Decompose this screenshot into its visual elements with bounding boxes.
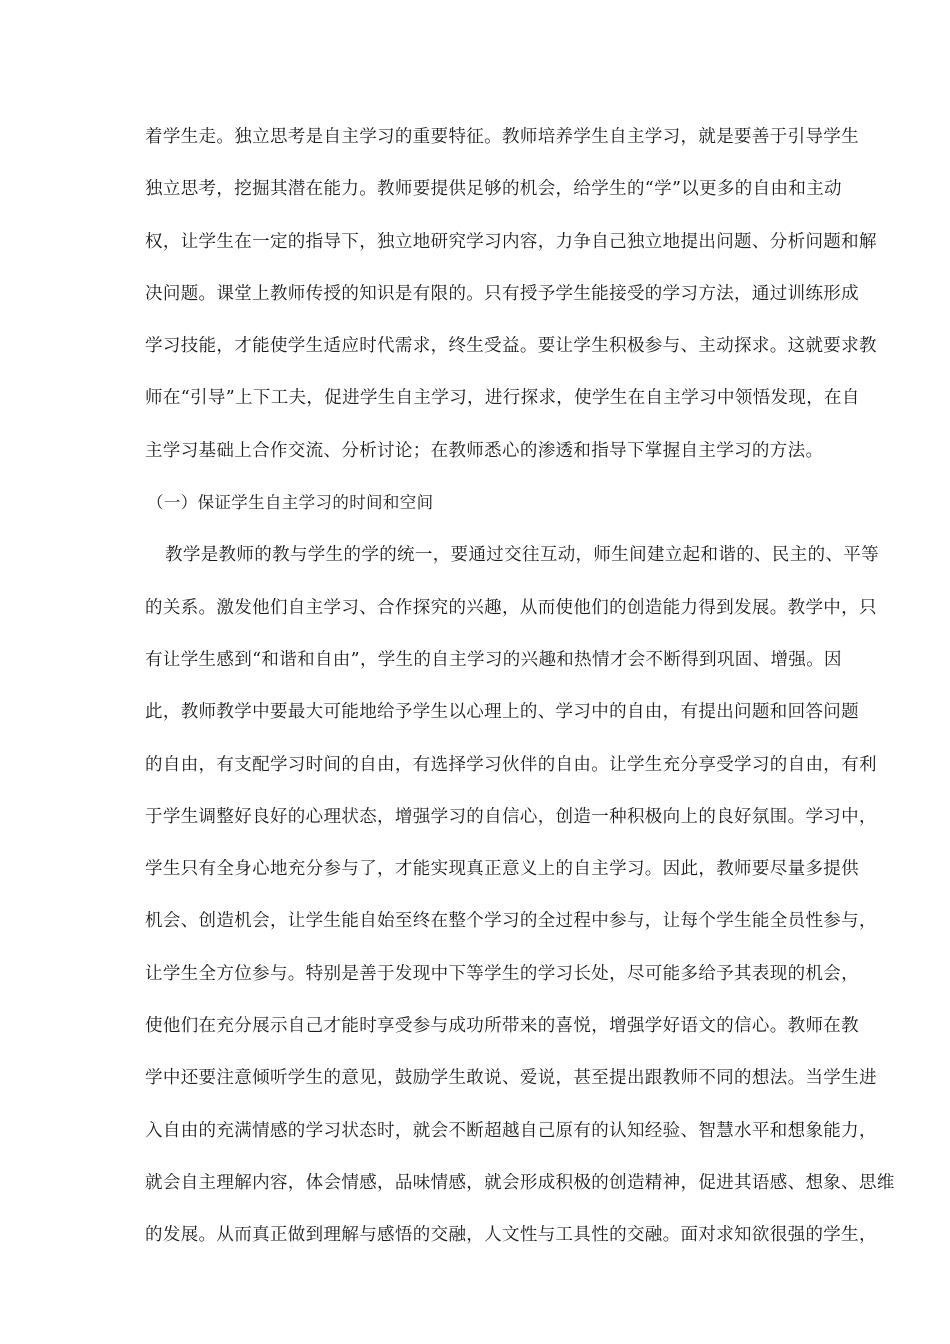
- text-line: 主学习基础上合作交流、分析讨论；在教师悉心的渗透和指导下掌握自主学习的方法。: [145, 440, 824, 461]
- text-line: 着学生走。独立思考是自主学习的重要特征。教师培养学生自主学习，就是要善于引导学生: [145, 127, 859, 147]
- text-line: 入自由的充满情感的学习状态时，就会不断超越自己原有的认知经验、智慧水平和想象能力，: [145, 1120, 877, 1141]
- text-line: 让学生全方位参与。特别是善于发现中下等学生的学习长处，尽可能多给予其表现的机会，: [145, 963, 859, 984]
- text-line: 此，教师教学中要最大可能地给予学生以心理上的、学习中的自由，有提出问题和回答问题: [145, 702, 859, 723]
- text-line: 决问题。课堂上教师传授的知识是有限的。只有授予学生能接受的学习方法，通过训练形成: [145, 283, 859, 304]
- text-line: 的自由，有支配学习时间的自由，有选择学习伙伴的自由。让学生充分享受学习的自由，有利: [145, 754, 877, 775]
- text-line: 机会、创造机会，让学生能自始至终在整个学习的全过程中参与，让每个学生能全员性参与，: [145, 911, 877, 932]
- text-line: 学中还要注意倾听学生的意见，鼓励学生敢说、爱说，甚至提出跟教师不同的想法。当学生进: [145, 1068, 877, 1089]
- text-line: 师在“引导”上下工夫，促进学生自主学习，进行探求，使学生在自主学习中领悟发现，在自: [145, 388, 860, 409]
- section-heading: （一）保证学生自主学习的时间和空间: [147, 493, 434, 513]
- text-line: 权，让学生在一定的指导下，独立地研究学习内容，力争自己独立地提出问题、分析问题和解: [145, 231, 877, 252]
- text-line: 教学是教师的教与学生的学的统一，要通过交往互动，师生间建立起和谐的、民主的、平等: [165, 545, 879, 566]
- text-line: 使他们在充分展示自己才能时享受参与成功所带来的喜悦，增强学好语文的信心。教师在教: [145, 1016, 859, 1037]
- body-text: [145, 122, 895, 1273]
- text-line: 学生只有全身心地充分参与了，才能实现真正意义上的自主学习。因此，教师要尽量多提供: [145, 859, 859, 880]
- text-line: 就会自主理解内容，体会情感，品味情感，就会形成积极的创造精神，促进其语感、想象、思维: [145, 1172, 895, 1193]
- text-line: 有让学生感到“和谐和自由”，学生的自主学习的兴趣和热情才会不断得到巩固、增强。因: [145, 649, 842, 670]
- text-line: 于学生调整好良好的心理状态，增强学习的自信心，创造一种积极向上的良好氛围。学习中，: [145, 806, 877, 827]
- text-line: 的关系。激发他们自主学习、合作探究的兴趣，从而使他们的创造能力得到发展。教学中，只: [145, 597, 877, 618]
- text-line: 的发展。从而真正做到理解与感悟的交融，人文性与工具性的交融。面对求知欲很强的学生，: [145, 1225, 877, 1246]
- text-line: 独立思考，挖掘其潜在能力。教师要提供足够的机会，给学生的“学”以更多的自由和主动: [145, 179, 842, 200]
- text-line: 学习技能，才能使学生适应时代需求，终生受益。要让学生积极参与、主动探求。这就要求教: [145, 336, 877, 357]
